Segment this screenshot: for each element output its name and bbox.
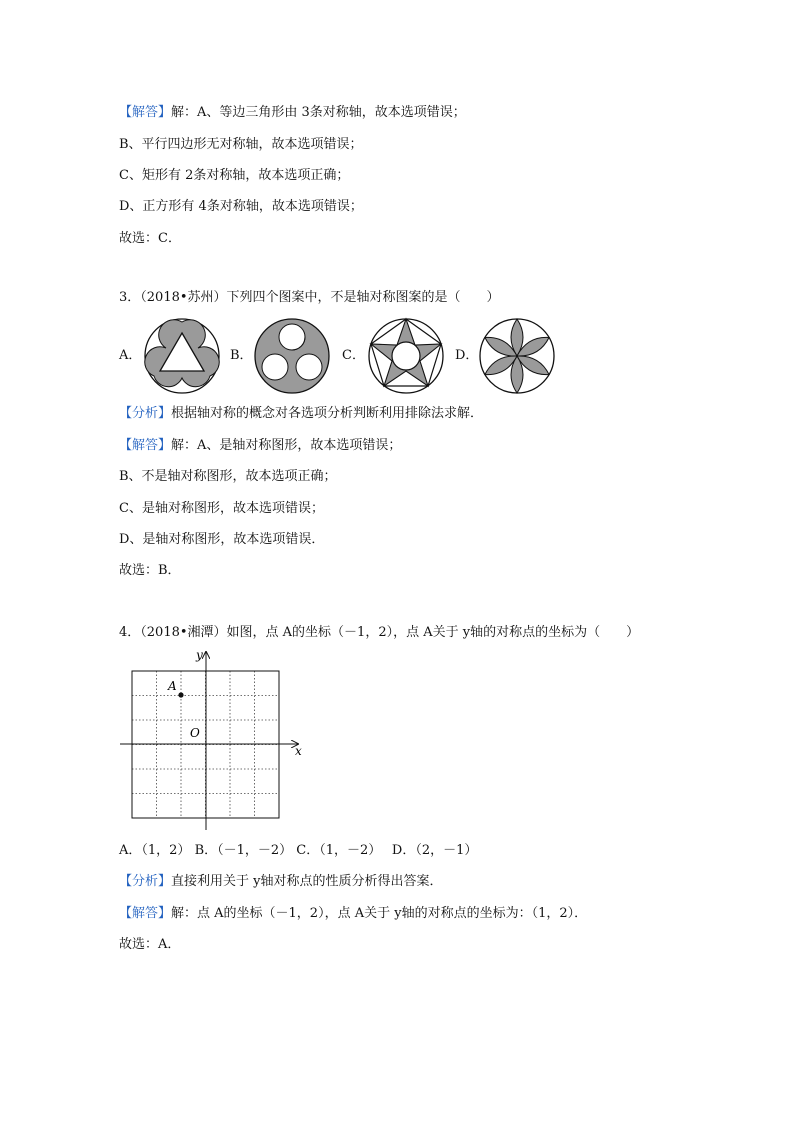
x-axis-label: x — [295, 744, 302, 758]
q2-answer-line-1 — [119, 104, 466, 122]
q3-analysis-line — [119, 405, 483, 423]
q4-options: A．（1，2） B．（－1，－2） C．（1，－2） D．（2，－1） — [119, 843, 478, 858]
q3-answer-line-4: D、是轴对称图形，故本选项错误． — [119, 532, 325, 547]
q2-answer-tag: 【解答】 — [119, 105, 172, 120]
q2-answer-line-2: B、平行四边形无对称轴，故本选项错误； — [119, 137, 363, 152]
q3-figure-b — [252, 316, 332, 396]
q4-answer-text: 解：点 A的坐标（－1，2），点 A关于 y轴的对称点的坐标为：（1，2）． — [171, 906, 588, 921]
q3-option-d-label: D． — [455, 348, 479, 363]
q4-analysis-tag: 【分析】 — [119, 874, 172, 889]
q3-option-a-label: A． — [119, 348, 142, 363]
q3-analysis-tag: 【分析】 — [119, 406, 172, 421]
q3-option-b-label: B． — [230, 348, 253, 363]
q3-answer-tag: 【解答】 — [119, 438, 172, 453]
q3-answer-text: 解：A、是轴对称图形，故本选项错误； — [171, 438, 402, 453]
origin-label: O — [190, 726, 200, 740]
q2-choose: 故选：C． — [119, 231, 181, 246]
q3-figure-c — [366, 316, 446, 396]
q4-answer-line-1 — [119, 905, 587, 923]
y-axis-label: y — [196, 648, 203, 662]
q3-figure-a — [142, 316, 222, 396]
q2-answer-line-4: D、正方形有 4条对称轴，故本选项错误； — [119, 199, 363, 214]
q3-answer-line-2: B、不是轴对称图形，故本选项正确； — [119, 469, 337, 484]
q2-answer-text: 解：A、等边三角形由 3条对称轴，故本选项错误； — [171, 105, 466, 120]
q3-answer-line-3: C、是轴对称图形，故本选项错误； — [119, 501, 324, 516]
q3-stem: 3．（2018•苏州）下列四个图案中，不是轴对称图案的是（ ） — [119, 290, 500, 305]
point-a-label: A — [168, 679, 177, 693]
q4-analysis-line — [119, 873, 443, 891]
q2-answer-line-3: C、矩形有 2条对称轴，故本选项正确； — [119, 168, 350, 183]
q3-option-c-label: C． — [342, 348, 365, 363]
q3-figure-d — [477, 316, 557, 396]
q4-analysis-text: 直接利用关于 y轴对称点的性质分析得出答案． — [171, 874, 443, 889]
q3-analysis-text: 根据轴对称的概念对各选项分析判断利用排除法求解． — [171, 406, 484, 421]
point-a-marker — [178, 692, 183, 697]
q4-answer-tag: 【解答】 — [119, 906, 172, 921]
q4-choose: 故选：A． — [119, 937, 181, 952]
q4-coordinate-graph — [118, 646, 308, 836]
q4-stem: 4．（2018•湘潭）如图，点 A的坐标（－1，2），点 A关于 y轴的对称点的坐标为（ ） — [119, 625, 640, 640]
q3-choose: 故选：B． — [119, 563, 181, 578]
q3-answer-line-1 — [119, 437, 401, 455]
